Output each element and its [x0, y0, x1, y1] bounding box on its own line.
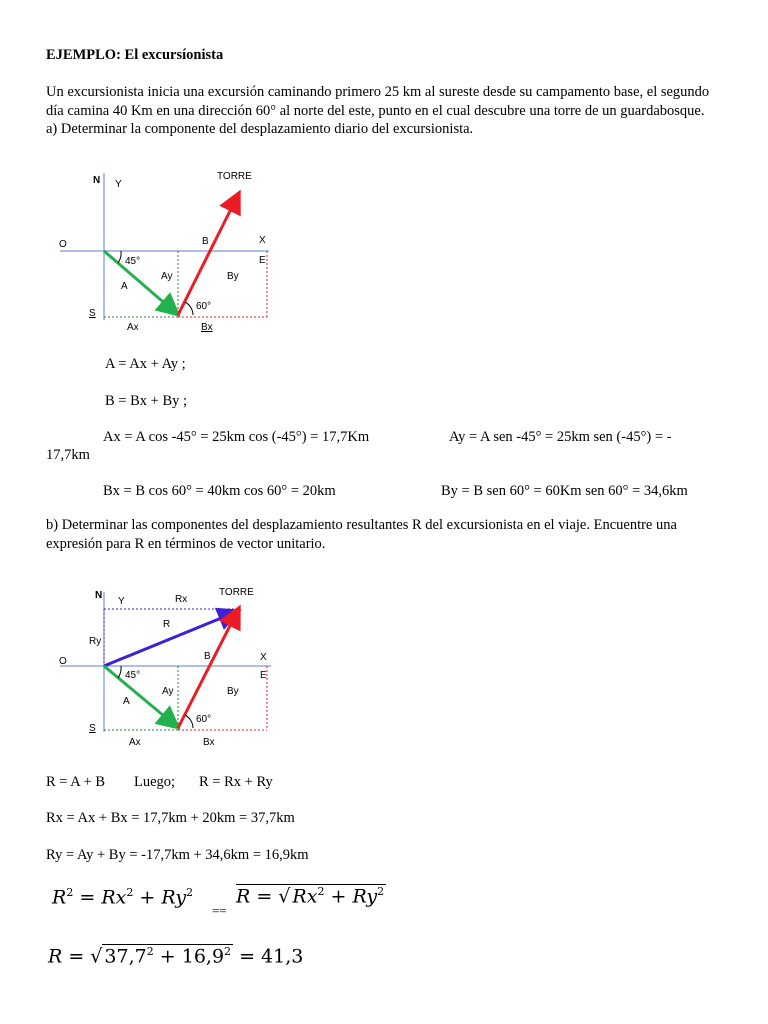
page-title: EJEMPLO: El excursíonista [46, 47, 224, 63]
label-rx: Rx [175, 594, 188, 605]
label-s: S [89, 308, 96, 319]
label-a: A [123, 696, 130, 707]
label-n: N [93, 175, 101, 186]
label-y: Y [115, 179, 122, 190]
label-x: X [259, 235, 266, 246]
label-b: B [202, 236, 209, 247]
label-ax: Ax [127, 322, 139, 333]
vector-diagram-1 [55, 165, 285, 345]
label-o: O [59, 656, 67, 667]
angle-45-arc [118, 251, 121, 263]
equation-ay: Ay = A sen -45° = 25km sen (-45°) = - [449, 429, 672, 445]
label-e: E [260, 670, 267, 681]
part-b-paragraph: b) Determinar las componentes del desplazamiento resultantes R del excursionista en el viaje. Encuentre una expresión para R en términos de vector unitario. [46, 517, 677, 552]
equation-rx: Rx = Ax + Bx = 17,7km + 20km = 37,7km [46, 810, 295, 826]
label-s: S [89, 723, 96, 734]
label-45: 45° [125, 670, 141, 681]
label-e: E [259, 255, 266, 266]
formula-r-value: R = √ $37,7^2 + 16,9^2 = 41,3$ [48, 945, 304, 968]
intro-paragraph: Un excursionista inicia una excursión caminando primero 25 km al sureste desde su campamento base, el segundo día camina 40 Km en una dirección 60° al norte del este, punto en el cual descubre una torre de un guardabosque. a) Determinar la componente del desplazamiento diario del excursionista. [46, 84, 710, 137]
label-ry: Ry [89, 636, 102, 647]
equation-r-components: R = Rx + Ry [199, 774, 273, 790]
label-n: N [95, 590, 103, 601]
label-ax: Ax [129, 737, 141, 748]
equation-ax: Ax = A cos -45° = 25km cos (-45°) = 17,7Km [103, 429, 370, 445]
formula-r-squared: $R^2 = Rx^2 + Ry^2$ [52, 886, 194, 909]
vector-diagram-2 [55, 582, 285, 757]
label-by: By [227, 271, 239, 282]
equation-ry: Ry = Ay + By = -17,7km + 34,6km = 16,9km [46, 847, 309, 863]
vector-b [178, 610, 238, 728]
label-60: 60° [196, 714, 212, 725]
equation-by: By = B sen 60° = 60Km sen 60° = 34,6km [441, 483, 688, 499]
label-torre: TORRE [219, 587, 254, 598]
label-b: B [204, 651, 211, 662]
label-45: 45° [125, 256, 141, 267]
angle-60-arc [185, 302, 193, 315]
equation-r: R = A + B [46, 774, 106, 790]
equation-b: B = Bx + By ; [105, 393, 188, 409]
equation-ay-cont: 17,7km [46, 447, 90, 463]
equation-luego: Luego; [134, 774, 176, 790]
label-torre: TORRE [217, 171, 252, 182]
label-y: Y [118, 596, 125, 607]
label-60: 60° [196, 301, 212, 312]
equation-bx: Bx = B cos 60° = 40km cos 60° = 20km [103, 483, 336, 499]
label-r: R [163, 619, 171, 630]
label-o: O [59, 239, 67, 250]
label-ay: Ay [161, 271, 173, 282]
angle-60-arc [185, 715, 193, 728]
equivalence-sign: == [212, 903, 227, 918]
label-bx: Bx [203, 737, 215, 748]
formula-r-root: R = √ $Rx^2 + Ry^2$ [236, 885, 385, 908]
equation-a: A = Ax + Ay ; [105, 356, 186, 372]
vector-b [178, 195, 238, 315]
label-x: X [260, 652, 267, 663]
label-ay: Ay [162, 686, 174, 697]
label-a: A [121, 281, 128, 292]
label-by: By [227, 686, 239, 697]
label-bx: Bx [201, 322, 213, 333]
result-value: = 41,3 [239, 945, 304, 968]
